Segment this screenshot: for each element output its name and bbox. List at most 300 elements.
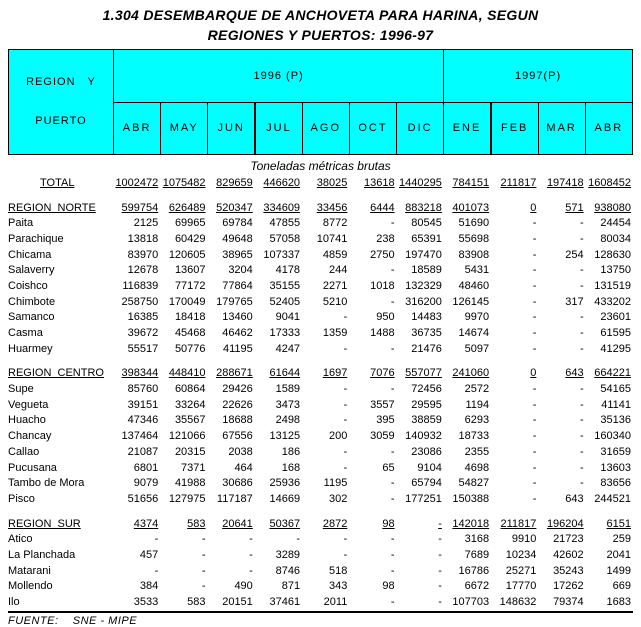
value-cell: 8746 [275, 564, 301, 577]
value-cell: 1488 [370, 327, 395, 340]
col-header-7-ene: ENE [444, 102, 491, 155]
spacer-cell [8, 191, 633, 200]
value-cell: 39151 [127, 398, 159, 411]
value-cell: 254 [565, 248, 584, 261]
value-cell: 116839 [122, 279, 159, 292]
value-cell: 3473 [275, 398, 301, 411]
value-cell: 61644 [269, 367, 301, 380]
value-cell: - [201, 580, 206, 593]
value-cell: 241060 [452, 367, 490, 380]
col-header-9-mar: MAR [538, 102, 585, 155]
row-label-pisco: Pisco [8, 492, 35, 505]
value-cell: - [390, 492, 395, 505]
value-cell: - [390, 295, 395, 308]
title-line-1: 1.304 DESEMBARQUE DE ANCHOVETA PARA HARINA, SEGUN [102, 7, 539, 23]
value-cell: 448410 [168, 367, 206, 380]
value-cell: 140932 [405, 430, 442, 443]
value-cell: 288671 [216, 367, 253, 380]
value-cell: - [343, 461, 348, 474]
value-cell: 35155 [269, 279, 301, 292]
table-row-la-planchada [8, 547, 633, 563]
value-cell: 829659 [216, 176, 253, 189]
value-cell: 29595 [411, 398, 442, 411]
value-cell: 49648 [222, 232, 253, 245]
row-label-atico: Atico [8, 533, 33, 546]
value-cell: 6444 [370, 201, 395, 214]
value-cell: 343 [328, 580, 348, 593]
value-cell: 1608452 [588, 176, 631, 189]
table-row-chancay [8, 428, 633, 444]
value-cell: 13750 [600, 264, 631, 277]
value-cell: 23086 [411, 445, 442, 458]
value-cell: 3168 [464, 533, 490, 546]
data-table [8, 175, 633, 610]
value-cell: 238 [376, 232, 395, 245]
value-cell: - [532, 217, 537, 230]
value-cell: 518 [328, 564, 348, 577]
value-cell: 446620 [263, 176, 301, 189]
value-cell: 6801 [133, 461, 159, 474]
value-cell: 2572 [464, 383, 490, 396]
value-cell: 177251 [405, 492, 442, 505]
value-cell: - [532, 248, 537, 261]
value-cell: 21723 [553, 533, 584, 546]
value-cell: 4374 [133, 517, 159, 530]
value-cell: - [343, 414, 348, 427]
value-cell: 45468 [174, 327, 206, 340]
value-cell: 520347 [216, 201, 253, 214]
value-cell: 457 [139, 548, 159, 561]
value-cell: - [438, 533, 442, 546]
value-cell: 107337 [263, 248, 301, 261]
value-cell: 258750 [121, 295, 159, 308]
value-cell: 316200 [405, 295, 442, 308]
row-label-chancay: Chancay [8, 430, 52, 443]
value-cell: 5097 [464, 342, 490, 355]
row-label-paita: Paita [8, 217, 34, 230]
value-cell: 160340 [594, 430, 631, 443]
value-cell: 60429 [174, 232, 206, 245]
value-cell: 4178 [275, 264, 301, 277]
table-row-parachique [8, 231, 633, 247]
value-cell: 334609 [263, 201, 301, 214]
corner-label-region: REGION Y [26, 76, 96, 88]
value-cell: 17770 [505, 580, 537, 593]
value-cell: 211817 [500, 517, 537, 530]
value-cell: 6293 [464, 414, 490, 427]
row-label-supe: Supe [8, 383, 34, 396]
spacer-row [8, 357, 633, 366]
value-cell: 20641 [222, 517, 253, 530]
value-cell: 669 [612, 580, 631, 593]
value-cell: 50776 [174, 342, 206, 355]
value-cell: 168 [281, 461, 301, 474]
value-cell: 67556 [222, 430, 253, 443]
spacer-cell [8, 507, 633, 516]
value-cell: 132329 [405, 279, 442, 292]
value-cell: 20315 [174, 445, 206, 458]
value-cell: 1195 [323, 477, 348, 490]
value-cell: 1589 [275, 383, 301, 396]
value-cell: 197418 [546, 176, 584, 189]
value-cell: 871 [281, 580, 301, 593]
value-cell: 626489 [168, 201, 206, 214]
value-cell: - [343, 548, 348, 561]
value-cell: - [579, 477, 584, 490]
value-cell: 211817 [500, 176, 537, 189]
value-cell: 52405 [269, 295, 301, 308]
value-cell: 557077 [405, 367, 442, 380]
value-cell: 24454 [600, 217, 631, 230]
value-cell: 384 [139, 580, 159, 593]
value-cell: - [579, 264, 584, 277]
value-cell: - [438, 548, 442, 561]
year-header-row [9, 50, 633, 103]
row-label-region-norte: REGION NORTE [8, 201, 96, 214]
value-cell: 16385 [127, 311, 159, 324]
value-cell: 38025 [316, 176, 348, 189]
value-cell: 13618 [364, 176, 395, 189]
value-cell: 186 [281, 445, 301, 458]
table-row-salaverry [8, 262, 633, 278]
title-line-2: REGIONES Y PUERTOS: 1996-97 [207, 27, 434, 43]
value-cell: - [532, 492, 537, 505]
value-cell: 65 [382, 461, 395, 474]
source-note: FUENTE: SNE - MIPE [8, 614, 138, 627]
value-cell: 13460 [222, 311, 253, 324]
value-cell: - [390, 596, 395, 609]
value-cell: 8772 [322, 217, 348, 230]
row-label-total: TOTAL [40, 176, 75, 189]
value-cell: - [390, 445, 395, 458]
value-cell: 2125 [133, 217, 159, 230]
value-cell: 128630 [594, 248, 631, 261]
value-cell: 65794 [411, 477, 442, 490]
value-cell: 21087 [127, 445, 159, 458]
value-cell: 1002472 [115, 176, 159, 189]
value-cell: - [532, 327, 537, 340]
value-cell: - [579, 217, 584, 230]
column-header-table [8, 49, 633, 155]
value-cell: 18733 [458, 430, 490, 443]
value-cell: 80545 [411, 217, 442, 230]
value-cell: - [579, 383, 584, 396]
value-cell: 3204 [228, 264, 253, 277]
value-cell: - [343, 398, 348, 411]
value-cell: 17262 [553, 580, 584, 593]
table-row-huarmey [8, 341, 633, 357]
value-cell: 259 [612, 533, 631, 546]
value-cell: 127975 [168, 492, 206, 505]
value-cell: 3289 [275, 548, 301, 561]
value-cell: 36735 [411, 327, 442, 340]
value-cell: 9104 [417, 461, 442, 474]
value-cell: 35136 [600, 414, 631, 427]
table-row-ilo [8, 594, 633, 610]
value-cell: 98 [382, 580, 395, 593]
units-note: Toneladas métricas brutas [250, 159, 391, 173]
value-cell: 13607 [174, 264, 206, 277]
value-cell: 643 [565, 367, 584, 380]
value-cell: 5210 [322, 295, 348, 308]
row-label-ilo: Ilo [8, 596, 20, 609]
value-cell: 643 [565, 492, 584, 505]
value-cell: 60864 [174, 383, 206, 396]
value-cell: 12678 [127, 264, 159, 277]
table-row-pisco [8, 491, 633, 507]
value-cell: 9970 [464, 311, 490, 324]
value-cell: - [532, 398, 537, 411]
value-cell: 3059 [370, 430, 395, 443]
spacer-row [8, 507, 633, 516]
value-cell: - [201, 564, 206, 577]
value-cell: 9079 [133, 477, 159, 490]
value-cell: 1018 [370, 279, 395, 292]
table-row-coishco [8, 278, 633, 294]
year-group-1997: 1997(P) [444, 50, 633, 103]
value-cell: 18418 [174, 311, 206, 324]
col-header-2-jun: JUN [208, 102, 255, 155]
row-label-samanco: Samanco [8, 311, 55, 324]
value-cell: 7371 [181, 461, 206, 474]
value-cell: 6151 [606, 517, 631, 530]
value-cell: 51656 [127, 492, 159, 505]
value-cell: 148632 [499, 596, 537, 609]
value-cell: - [154, 564, 159, 577]
value-cell: - [532, 414, 537, 427]
value-cell: 583 [187, 517, 206, 530]
value-cell: 2038 [228, 445, 253, 458]
value-cell: - [343, 383, 348, 396]
value-cell: 48460 [458, 279, 490, 292]
row-label-coishco: Coishco [8, 279, 48, 292]
row-label-pucusana: Pucusana [8, 461, 57, 474]
value-cell: 2498 [275, 414, 301, 427]
value-cell: 6672 [464, 580, 490, 593]
value-cell: - [343, 311, 348, 324]
value-cell: 0 [530, 201, 537, 214]
value-cell: 2041 [606, 548, 631, 561]
value-cell: 21476 [411, 342, 442, 355]
value-cell: 57058 [269, 232, 301, 245]
value-cell: - [532, 264, 537, 277]
value-cell: 46462 [222, 327, 253, 340]
value-cell: 4247 [275, 342, 301, 355]
value-cell: 121066 [168, 430, 206, 443]
value-cell: 38965 [222, 248, 253, 261]
value-cell: 22626 [222, 398, 253, 411]
table-row-region-centro [8, 366, 633, 382]
value-cell: 25936 [269, 477, 301, 490]
value-cell: - [438, 564, 442, 577]
value-cell: 126145 [452, 295, 490, 308]
value-cell: 31659 [600, 445, 631, 458]
value-cell: 30686 [222, 477, 253, 490]
value-cell: 9041 [275, 311, 301, 324]
value-cell: - [579, 445, 584, 458]
spacer-row [8, 191, 633, 200]
value-cell: 317 [565, 295, 584, 308]
value-cell: 137464 [121, 430, 159, 443]
value-cell: 25271 [505, 564, 537, 577]
value-cell: 3557 [370, 398, 395, 411]
value-cell: - [579, 414, 584, 427]
value-cell: 117187 [216, 492, 253, 505]
value-cell: 179765 [216, 295, 253, 308]
value-cell: 7076 [370, 367, 395, 380]
row-label-salaverry: Salaverry [8, 264, 55, 277]
value-cell: - [390, 217, 395, 230]
value-cell: 13125 [269, 430, 301, 443]
value-cell: 50367 [269, 517, 301, 530]
value-cell: - [438, 596, 442, 609]
row-label-vegueta: Vegueta [8, 398, 49, 411]
value-cell: 41141 [601, 398, 631, 411]
col-header-1-may: MAY [161, 102, 208, 155]
row-label-casma: Casma [8, 327, 43, 340]
value-cell: 14669 [269, 492, 301, 505]
value-cell: 120605 [168, 248, 206, 261]
value-cell: - [532, 311, 537, 324]
col-header-10-abr: ABR [585, 102, 632, 155]
value-cell: 55517 [127, 342, 159, 355]
value-cell: 2872 [322, 517, 348, 530]
value-cell: - [296, 533, 301, 546]
row-label-region-centro: REGION CENTRO [8, 367, 104, 380]
value-cell: 4698 [464, 461, 490, 474]
value-cell: 20151 [222, 596, 253, 609]
table-row-chicama [8, 247, 633, 263]
value-cell: 54827 [458, 477, 490, 490]
value-cell: 4859 [322, 248, 348, 261]
value-cell: 51690 [458, 217, 490, 230]
value-cell: 37461 [269, 596, 301, 609]
value-cell: 65391 [411, 232, 442, 245]
value-cell: 85760 [127, 383, 159, 396]
table-row-chimbote [8, 294, 633, 310]
value-cell: - [249, 564, 253, 577]
value-cell: 938080 [594, 201, 631, 214]
table-row-tambo-de-mora [8, 475, 633, 491]
value-cell: 16786 [458, 564, 490, 577]
value-cell: 41988 [174, 477, 206, 490]
value-cell: 784151 [452, 176, 490, 189]
value-cell: 244521 [594, 492, 631, 505]
col-header-8-feb: FEB [491, 102, 538, 155]
value-cell: 107703 [452, 596, 490, 609]
value-cell: - [343, 533, 348, 546]
value-cell: 83656 [600, 477, 631, 490]
value-cell: 950 [376, 311, 395, 324]
value-cell: - [579, 279, 584, 292]
value-cell: 79374 [553, 596, 584, 609]
table-row-huacho [8, 413, 633, 429]
table-row-samanco [8, 310, 633, 326]
table-row-mollendo [8, 579, 633, 595]
value-cell: - [154, 533, 159, 546]
value-cell: 398344 [121, 367, 159, 380]
bottom-rule [8, 611, 633, 613]
col-header-3-jul: JUL [255, 102, 302, 155]
value-cell: 2750 [370, 248, 395, 261]
value-cell: 1359 [322, 327, 348, 340]
value-cell: - [532, 430, 537, 443]
value-cell: - [532, 279, 537, 292]
col-header-4-ago: AGO [302, 102, 349, 155]
year-group-1996: 1996 (P) [114, 50, 444, 103]
table-row-matarani [8, 563, 633, 579]
value-cell: 55698 [458, 232, 490, 245]
value-cell: - [579, 461, 584, 474]
table-row-region-sur [8, 516, 633, 532]
value-cell: 10741 [316, 232, 348, 245]
value-cell: 54165 [600, 383, 631, 396]
corner-header-cell [9, 50, 114, 155]
value-cell: - [532, 477, 537, 490]
value-cell: 98 [382, 517, 395, 530]
value-cell: - [249, 548, 253, 561]
value-cell: 5431 [464, 264, 490, 277]
value-cell: 7689 [464, 548, 490, 561]
value-cell: - [343, 445, 348, 458]
value-cell: 42602 [553, 548, 584, 561]
row-label-parachique: Parachique [8, 232, 64, 245]
value-cell: 150388 [452, 492, 490, 505]
value-cell: 14483 [411, 311, 442, 324]
value-cell: 13603 [600, 461, 631, 474]
value-cell: 69965 [174, 217, 206, 230]
table-row-region-norte [8, 200, 633, 216]
value-cell: 39672 [127, 327, 159, 340]
value-cell: - [201, 533, 206, 546]
col-header-6-dic: DIC [397, 102, 444, 155]
value-cell: 72456 [411, 383, 442, 396]
value-cell: - [532, 295, 537, 308]
value-cell: 883218 [405, 201, 442, 214]
value-cell: - [438, 517, 442, 530]
row-label-chimbote: Chimbote [8, 295, 56, 308]
row-label-matarani: Matarani [8, 564, 51, 577]
table-row-atico [8, 531, 633, 547]
value-cell: - [579, 327, 584, 340]
table-row-paita [8, 215, 633, 231]
value-cell: - [532, 232, 537, 245]
value-cell: 35243 [553, 564, 584, 577]
value-cell: - [579, 430, 584, 443]
value-cell: - [390, 342, 395, 355]
row-label-huarmey: Huarmey [8, 342, 53, 355]
row-label-callao: Callao [8, 445, 40, 458]
value-cell: 1683 [606, 596, 631, 609]
value-cell: - [438, 580, 442, 593]
value-cell: 77864 [222, 279, 253, 292]
value-cell: 131519 [594, 279, 631, 292]
value-cell: - [390, 477, 395, 490]
value-cell: 664221 [594, 367, 631, 380]
value-cell: 1697 [322, 367, 348, 380]
value-cell: 41295 [600, 342, 631, 355]
value-cell: 0 [530, 367, 537, 380]
table-row-supe [8, 381, 633, 397]
value-cell: 61595 [600, 327, 631, 340]
value-cell: 38859 [411, 414, 442, 427]
value-cell: 47346 [127, 414, 159, 427]
value-cell: 170049 [168, 295, 206, 308]
spacer-cell [8, 357, 633, 366]
row-label-region-sur: REGION SUR [8, 517, 81, 530]
col-header-5-oct: OCT [349, 102, 396, 155]
value-cell: 464 [234, 461, 253, 474]
